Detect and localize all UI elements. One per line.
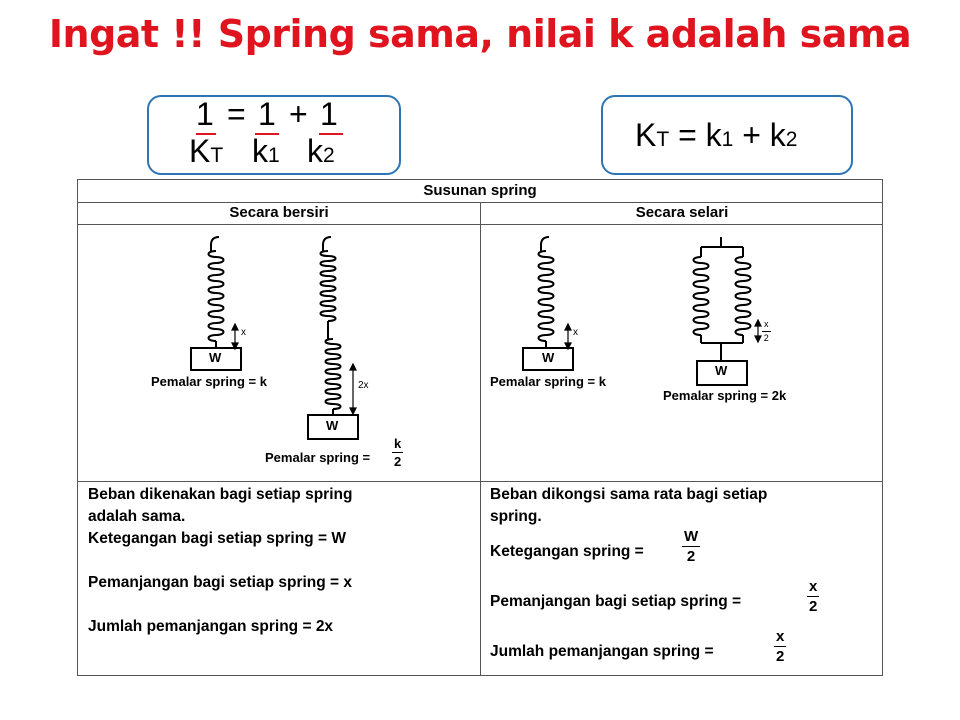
series-formula-box [147,95,401,175]
parallel-extension: Pemanjangan bagi setiap spring = [490,593,742,610]
parallel-total-extension: Jumlah pemanjangan spring = [490,643,714,660]
series-description: Beban dikenakan bagi setiap spring [88,486,353,503]
equals-sign: = [227,96,246,132]
extension-half-fraction: $\frac{x}{2}$ [763,319,769,343]
spring-constant-fraction: $\frac{k}{2}$ [394,436,402,469]
parallel-description: Beban dikongsi sama rata bagi setiap [490,486,768,503]
series-description: adalah sama. [88,508,186,525]
numerator-one: 1 [196,96,214,132]
spring-constant-label: Pemalar spring = 2k [663,388,787,403]
parallel-total-extension-fraction: $\frac{x}{2}$ [776,628,785,665]
plus-sign: + [289,96,308,132]
series-tension: Ketegangan bagi setiap spring = W [88,530,346,547]
spring-constant-label: Pemalar spring = k [151,374,267,389]
spring-arrangement-table [77,179,883,676]
k2-symbol: k2 [307,133,335,169]
spring-constant-label: Pemalar spring = k [490,374,606,389]
column-header-parallel: Secara selari [635,204,729,221]
parallel-formula-box [601,95,853,175]
table-header: Susunan spring [423,182,537,199]
series-total-extension: Jumlah pemanjangan spring = 2x [88,618,334,635]
numerator-one: 1 [258,96,276,132]
spring-coil [209,251,224,341]
slide-title: Ingat !! Spring sama, nilai k adalah sama [48,12,912,56]
weight-label: W [542,350,555,365]
series-extension: Pemanjangan bagi setiap spring = x [88,574,353,591]
numerator-one: 1 [320,96,338,132]
weight-label: W [209,350,222,365]
k1-symbol: k1 [252,133,280,169]
weight-label: W [715,363,728,378]
parallel-extension-fraction: $\frac{x}{2}$ [809,578,818,615]
extension-label: x [573,327,578,338]
kt-symbol: KT [189,133,224,169]
extension-label: 2x [358,380,369,391]
parallel-tension: Ketegangan spring = [490,543,644,560]
parallel-formula: KT = k1 + k2 [635,117,798,153]
parallel-tension-fraction: $\frac{W}{2}$ [684,528,699,565]
spring-constant-label: Pemalar spring = [265,450,371,465]
extension-label: x [241,327,246,338]
column-header-series: Secara bersiri [229,204,329,221]
weight-label: W [326,418,339,433]
parallel-description: spring. [490,508,542,525]
